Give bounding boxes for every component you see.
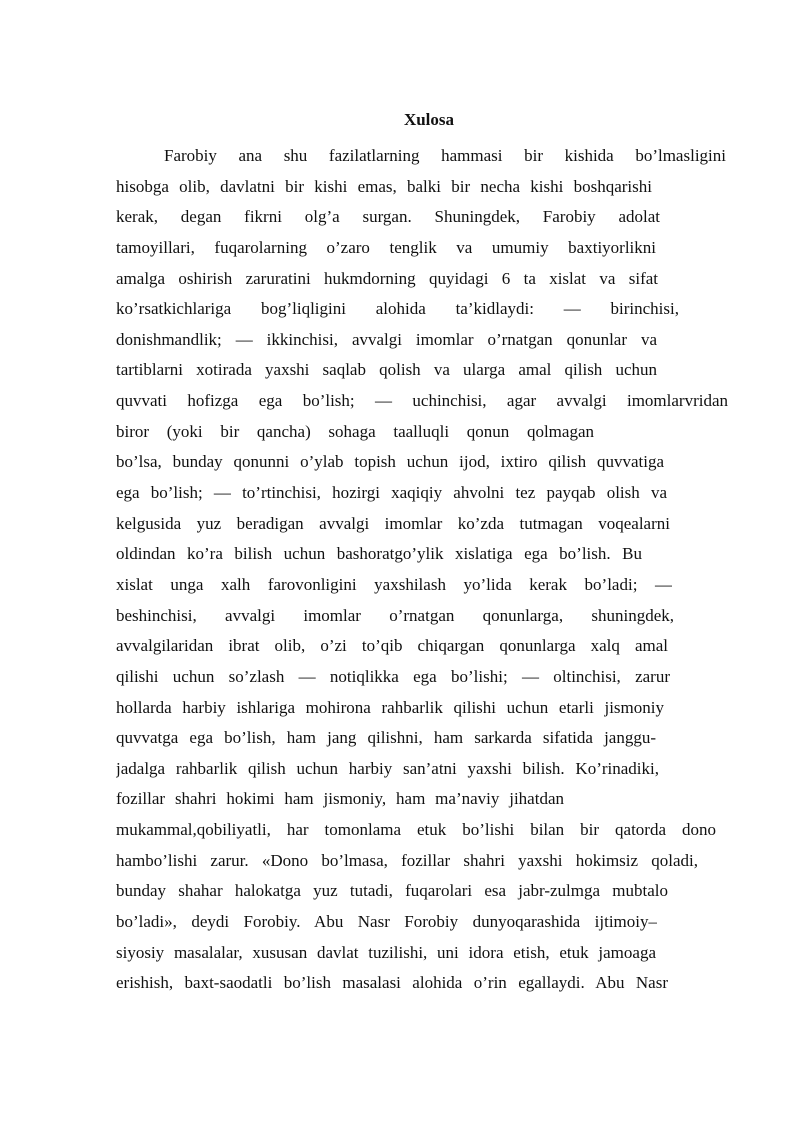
text-line: xislat unga xalh farovonligini yaxshilash yo’lida kerak bo’ladi; — [116,574,672,594]
text-line: siyosiy masalalar, xususan davlat tuzilishi, uni idora etish, etuk jamoaga [116,942,656,962]
text-line: beshinchisi, avvalgi imomlar o’rnatgan qonunlarga, shuningdek, [116,605,674,625]
text-line: ko’rsatkichlariga bog’liqligini alohida ta’kidlaydi: — birinchisi, [116,299,679,319]
text-line: oldindan ko’ra bilish uchun bashoratgo’ylik xislatiga ega bo’lish. Bu [116,544,642,564]
text-line: amalga oshirish zaruratini hukmdorning quyidagi 6 ta xislat va sifat [116,268,658,288]
text-line: kerak, degan fikrni olg’a surgan. Shuningdek, Farobiy adolat [116,207,660,227]
text-line: hollarda harbiy ishlariga mohirona rahbarlik qilishi uchun etarli jismoniy [116,697,664,717]
text-line: biror (yoki bir qancha) sohaga taalluqli qonun qolmagan [116,421,594,441]
document-body [116,141,726,999]
text-line: bunday shahar halokatga yuz tutadi, fuqarolari esa jabr-zulmga mubtalo [116,881,668,901]
document-title: Xulosa [403,110,455,129]
text-line: erishish, baxt-saodatli bo’lish masalasi alohida o’rin egallaydi. Abu Nasr [116,973,668,993]
text-line: kelgusida yuz beradigan avvalgi imomlar ko’zda tutmagan voqealarni [116,513,670,533]
text-line: bo’lsa, bunday qonunni o’ylab topish uchun ijod, ixtiro qilish quvvatiga [116,452,664,472]
text-line: quvvatga ega bo’lish, ham jang qilishni, ham sarkarda sifatida janggu- [116,728,656,748]
text-line: donishmandlik; — ikkinchisi, avvalgi imomlar o’rnatgan qonunlar va [116,329,657,349]
text-line: quvvati hofizga ega bo’lish; — uchinchisi, agar avvalgi imomlarvridan [116,391,728,411]
text-line: Farobiy ana shu fazilatlarning hammasi bir kishida bo’lmasligini [164,146,726,165]
text-line: avvalgilaridan ibrat olib, o’zi to’qib chiqargan qonunlarga xalq amal [116,636,668,656]
text-line: ega bo’lish; — to’rtinchisi, hozirgi xaqiqiy ahvolni tez payqab olish va [116,483,667,503]
text-line: hambo’lishi zarur. «Dono bo’lmasa, fozillar shahri yaxshi hokimsiz qoladi, [116,850,698,870]
text-line: tartiblarni xotirada yaxshi saqlab qolish va ularga amal qilish uchun [116,360,657,380]
text-line: fozillar shahri hokimi ham jismoniy, ham ma’naviy jihatdan [116,789,564,809]
text-line: hisobga olib, davlatni bir kishi emas, balki bir necha kishi boshqarishi [116,176,652,196]
text-line: bo’ladi», deydi Forobiy. Abu Nasr Forobiy dunyoqarashida ijtimoiy– [116,912,657,932]
text-line: mukammal,qobiliyatli, har tomonlama etuk bo’lishi bilan bir qatorda dono [116,820,716,840]
text-line: qilishi uchun so’zlash — notiqlikka ega bo’lishi; — oltinchisi, zarur [116,666,670,686]
text-line: jadalga rahbarlik qilish uchun harbiy san’atni yaxshi bilish. Ko’rinadiki, [116,758,659,778]
text-line: tamoyillari, fuqarolarning o’zaro tenglik va umumiy baxtiyorlikni [116,237,656,257]
